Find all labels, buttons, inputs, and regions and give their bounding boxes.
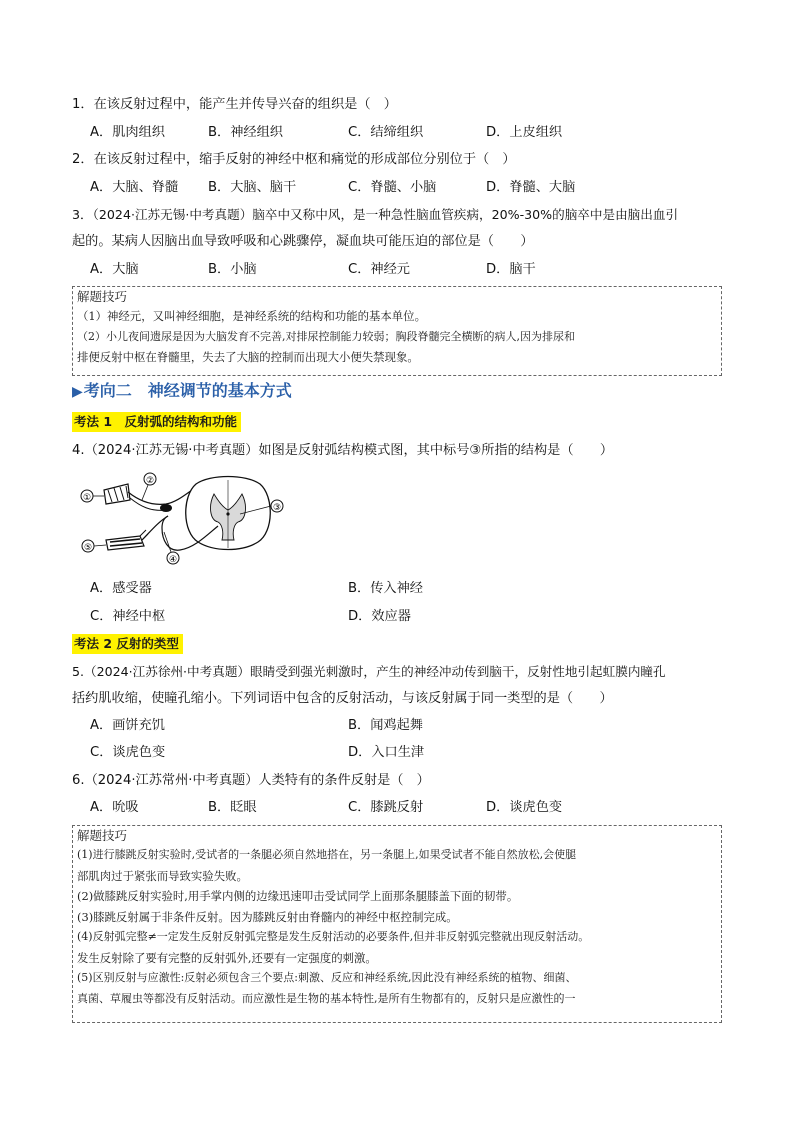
question-6-stem: 6.（2024·江苏常州·中考真题）人类特有的条件反射是（ ）: [72, 773, 430, 788]
q2-option-c: C．脊髓、小脑: [348, 180, 437, 195]
q5-option-a: A．画饼充饥: [90, 718, 165, 733]
q2-option-d: D．脊髓、大脑: [486, 180, 576, 195]
question-4-options-row-1: [90, 578, 740, 600]
question-3-options: [90, 259, 740, 281]
q6-option-a: A．吮吸: [90, 800, 139, 815]
question-5-options-row-2: [90, 742, 740, 764]
tips-line: 排便反射中枢在脊髓里，失去了大脑的控制而出现大小便失禁现象。: [77, 350, 419, 364]
label-1: ①: [82, 493, 92, 503]
q3-option-a: A．大脑: [90, 262, 139, 277]
q3-option-c: C．神经元: [348, 262, 410, 277]
question-2-options: [90, 177, 740, 199]
q6-option-c: C．膝跳反射: [348, 800, 424, 815]
tips-title: 解题技巧: [77, 289, 128, 304]
tips-line: 真菌、草履虫等都没有反射活动。而应激性是生物的基本特性,是所有生物都有的，反射只是应激性的一: [77, 991, 576, 1005]
q4-option-b: B．传入神经: [348, 581, 423, 596]
q6-option-d: D．谈虎色变: [486, 800, 563, 815]
receptor-shape: [104, 484, 130, 504]
q5-option-c: C．谈虎色变: [90, 745, 166, 760]
question-3-stem-line-1: 3．（2024·江苏无锡·中考真题）脑卒中又称中风，是一种急性脑血管疾病，20%-30%的脑卒中是由脑出血引: [72, 207, 679, 222]
tips-line: （1）神经元，又叫神经细胞，是神经系统的结构和功能的基本单位。: [77, 309, 426, 323]
question-2-stem: 2．在该反射过程中，缩手反射的神经中枢和痛觉的形成部位分别位于（ ）: [72, 152, 516, 167]
section-heading: [72, 378, 292, 401]
q2-option-a: A．大脑、脊髓: [90, 180, 179, 195]
q2-option-b: B．大脑、脑干: [208, 180, 297, 195]
triangle-icon: ▶: [72, 384, 83, 400]
q3-option-d: D．脑干: [486, 262, 536, 277]
tips-line: (2)做膝跳反射实验时,用手掌内侧的边缘迅速叩击受试同学上面那条腿膝盖下面的韧带。: [77, 889, 519, 903]
q6-option-b: B．眨眼: [208, 800, 257, 815]
question-1-stem: 1．在该反射过程中，能产生并传导兴奋的组织是（ ）: [72, 97, 397, 112]
q3-option-b: B．小脑: [208, 262, 257, 277]
tips-line: (5)区别反射与应激性:反射必须包含三个要点:刺激、反应和神经系统,因此没有神经系统的植物、细菌、: [77, 971, 577, 984]
reflex-arc-diagram: [78, 470, 298, 565]
tips-title: 解题技巧: [77, 828, 128, 843]
solving-tips-box-1: [72, 286, 722, 376]
q4-option-a: A．感受器: [90, 581, 152, 596]
question-1-options: [90, 122, 740, 144]
question-6-options: [90, 797, 740, 819]
label-2: ②: [145, 476, 155, 486]
q4-option-c: C．神经中枢: [90, 609, 166, 624]
q1-option-c: C．结缔组织: [348, 125, 424, 140]
method-tag-2: 考法 2 反射的类型: [72, 634, 183, 654]
question-5-stem-line-1: 5.（2024·江苏徐州·中考真题）眼睛受到强光刺激时，产生的神经冲动传到脑干，反射性地引起虹膜内瞳孔: [72, 664, 666, 679]
question-5-options-row-1: [90, 715, 740, 737]
question-5-stem-line-2: 括约肌收缩，使瞳孔缩小。下列词语中包含的反射活动，与该反射属于同一类型的是（ ）: [72, 691, 613, 706]
spinal-cord-shape: [186, 477, 271, 550]
q1-option-d: D．上皮组织: [486, 125, 563, 140]
q4-option-d: D．效应器: [348, 609, 411, 624]
tips-line: （2）小儿夜间遗尿是因为大脑发育不完善,对排尿控制能力较弱；胸段脊髓完全横断的病人,因为排尿和: [77, 329, 575, 343]
section-title: 考向二 神经调节的基本方式: [83, 381, 292, 400]
q5-option-d: D．入口生津: [348, 745, 425, 760]
effector-shape: [106, 530, 148, 550]
tips-line: (3)膝跳反射属于非条件反射。因为膝跳反射由脊髓内的神经中枢控制完成。: [77, 909, 458, 924]
q1-option-a: A．肌肉组织: [90, 125, 165, 140]
method-tag-1: 考法 1 反射弧的结构和功能: [72, 412, 241, 432]
question-4-stem: 4.（2024·江苏无锡·中考真题）如图是反射弧结构模式图，其中标号③所指的结构是（ ）: [72, 443, 614, 458]
tips-line: (4)反射弧完整≠一定发生反射反射弧完整是发生反射活动的必要条件,但并非反射弧完整就出现反射活动。: [77, 930, 590, 943]
label-3: ③: [272, 503, 282, 513]
question-3-stem-line-2: 起的。某病人因脑出血导致呼吸和心跳骤停，凝血块可能压迫的部位是（ ）: [72, 234, 534, 249]
label-5: ⑤: [83, 543, 93, 553]
q1-option-b: B．神经组织: [208, 125, 283, 140]
question-4-options-row-2: [90, 606, 740, 628]
label-4: ④: [168, 555, 178, 565]
tips-line: (1)进行膝跳反射实验时,受试者的一条腿必须自然地搭在，另一条腿上,如果受试者不能自然放松,会使腿: [77, 848, 577, 861]
tips-line: 部肌肉过于紧张而导致实验失败。: [77, 868, 248, 883]
q5-option-b: B．闻鸡起舞: [348, 718, 423, 733]
solving-tips-box-2: [72, 825, 722, 1023]
tips-line: 发生反射除了要有完整的反射弧外,还要有一定强度的刺激。: [77, 950, 377, 965]
